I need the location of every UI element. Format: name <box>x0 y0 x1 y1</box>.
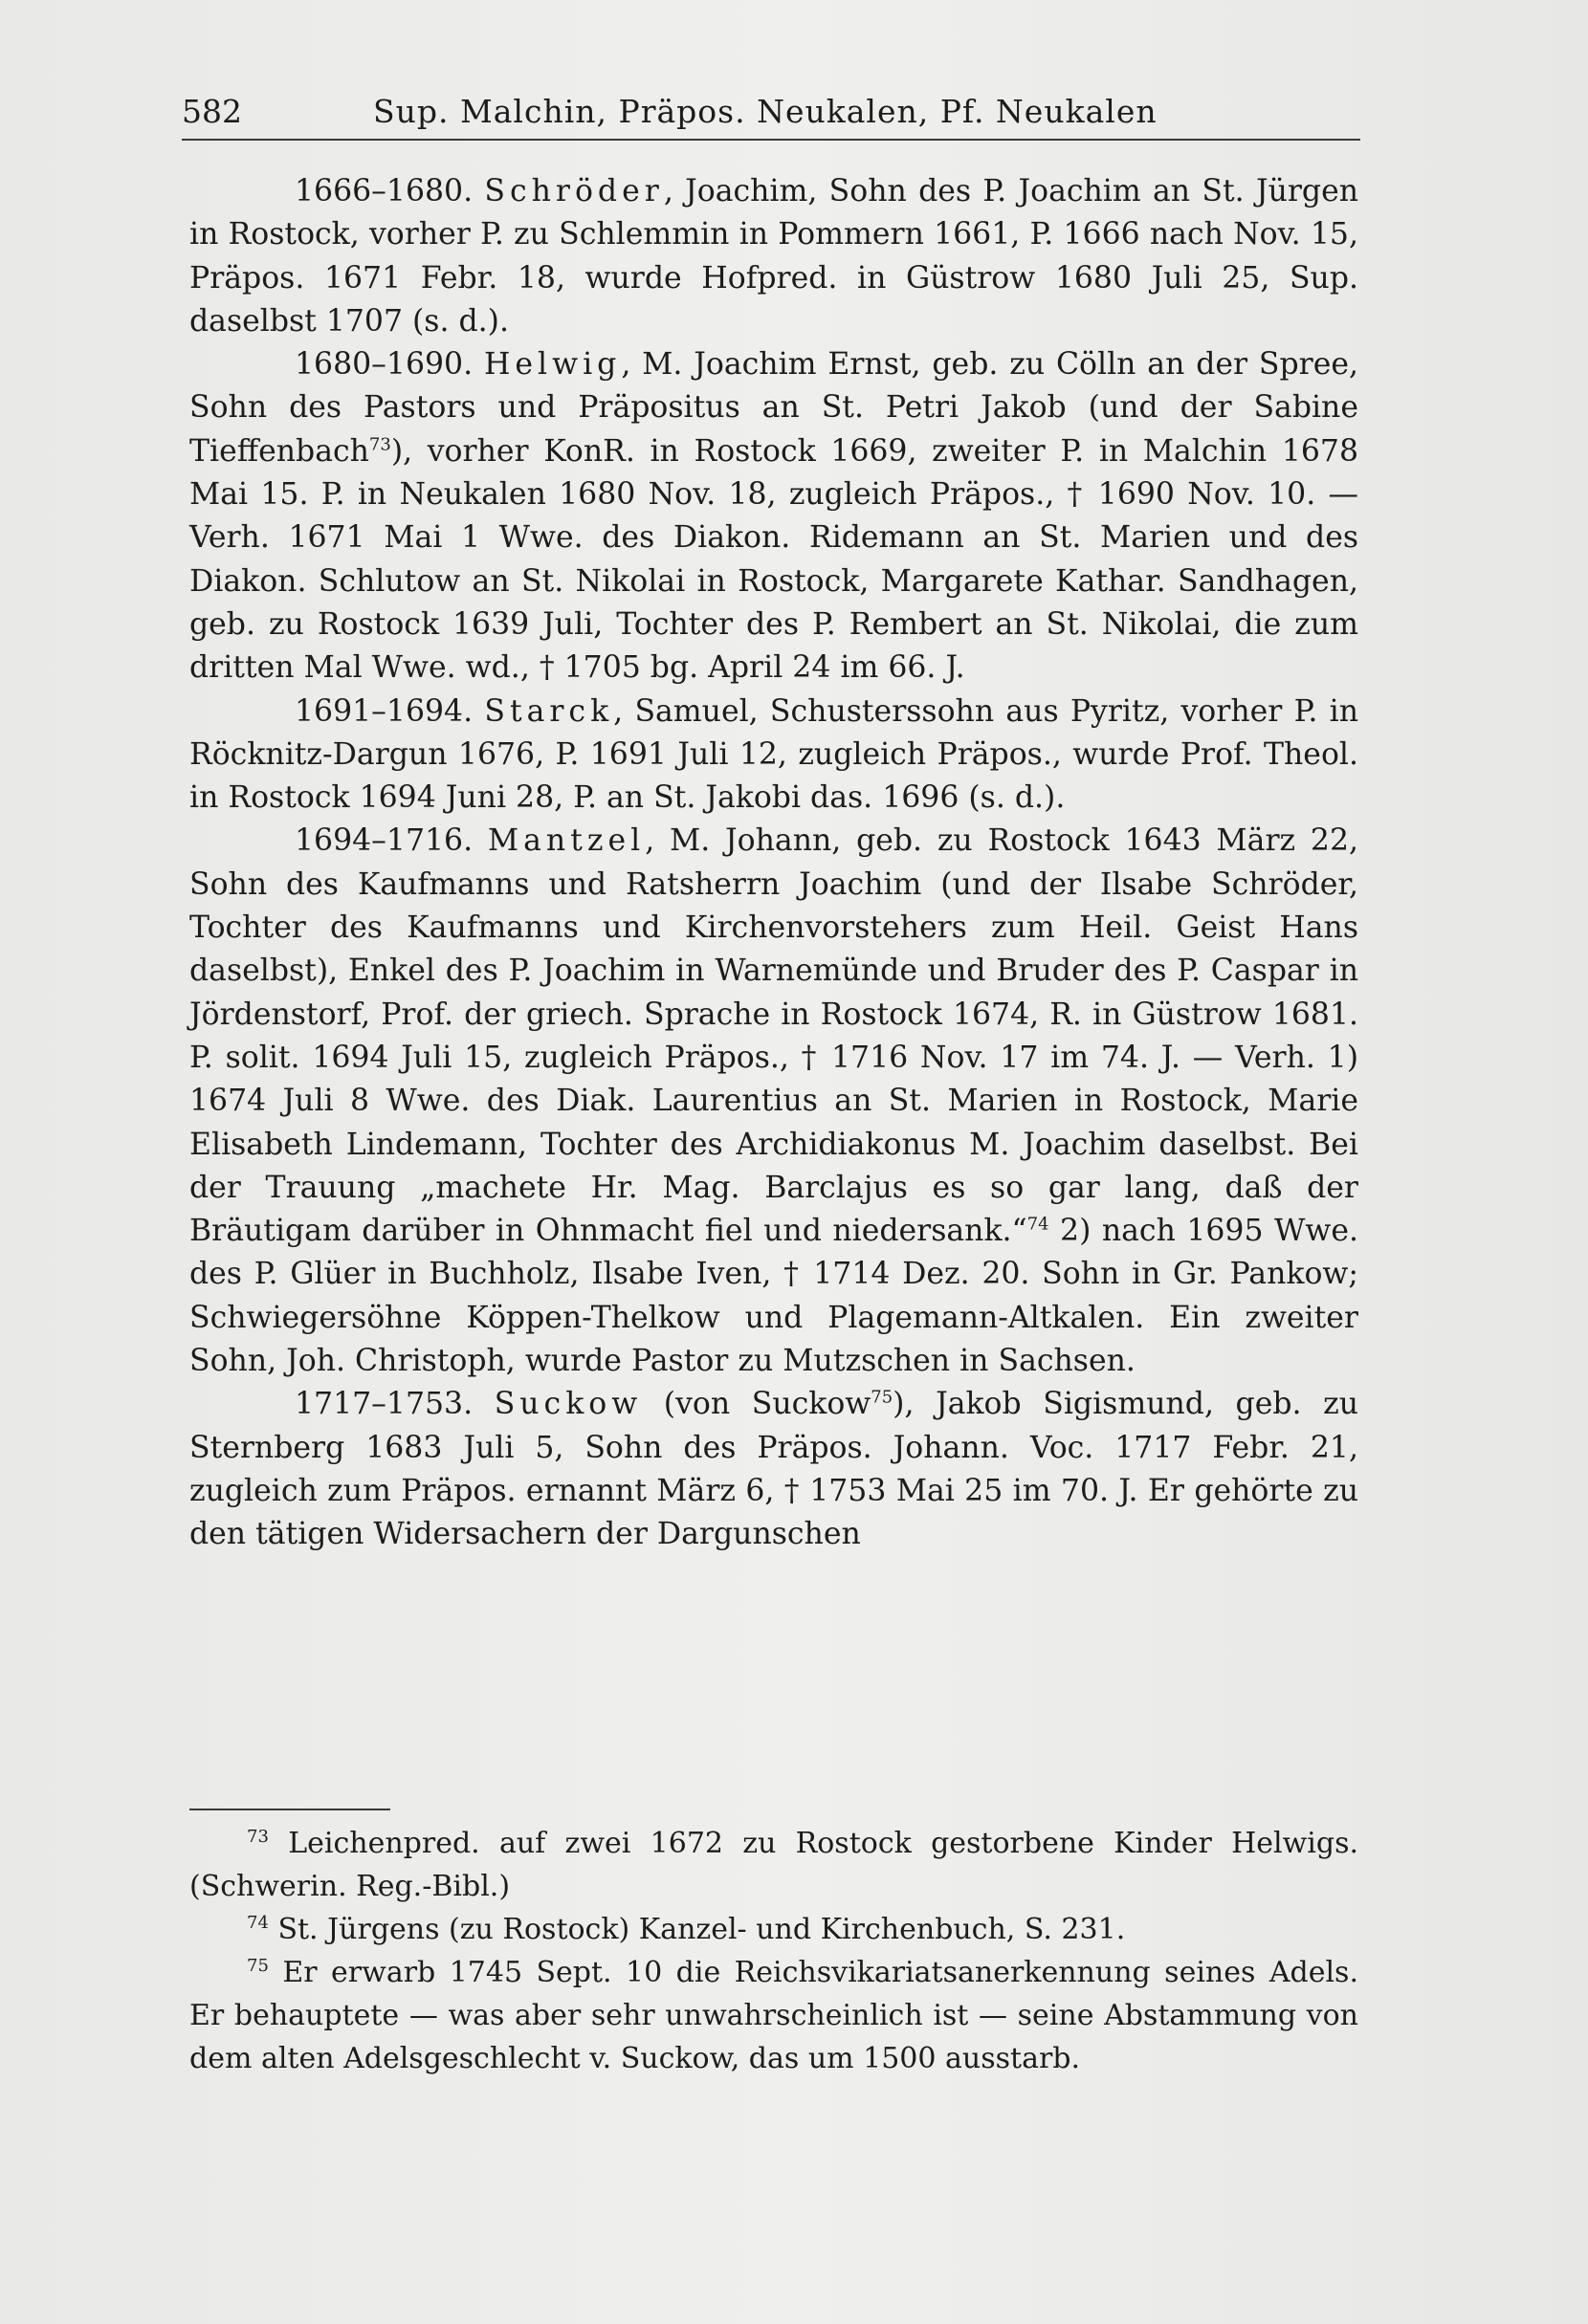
entry-text: , Samuel, Schusterssohn aus Pyritz, vorher P. in Röcknitz-Dargun 1676, P. 1691 Juli 12, zugleich Präpos., wurde Prof. Theol. in Rostock 1694 Juni 28, P. an St. Jakobi das. 1696 (s. d.). <box>189 693 1359 816</box>
entry-text: (von Suckow <box>642 1387 871 1422</box>
footnote-rule <box>189 1809 390 1810</box>
footnote-74 <box>189 1908 1358 1951</box>
entry-mantzel <box>189 820 1358 1383</box>
entry-text-continued: 2) nach 1695 Wwe. des P. Glüer in Buchholz, Ilsabe Iven, † 1714 Dez. 20. Sohn in Gr. Pankow; Schwiegersöhne Köppen-Thelkow und Plagemann-Altkalen. Ein zweiter Sohn, Joh. Christoph, wurde Pastor zu Mutzschen in Sachsen. <box>189 1214 1358 1379</box>
footnote-75 <box>189 1951 1358 2080</box>
entry-text: , M. Johann, geb. zu Rostock 1643 März 22, Sohn des Kaufmanns und Ratsherrn Joachim (und der Ilsabe Schröder, Tochter des Kaufmanns und Kirchenvorstehers zum Heil. Geist Hans daselbst), Enkel des P. Joachim in Warnemünde und Bruder des P. Caspar in Jördenstorf, Prof. der griech. Sprache in Rostock 1674, R. in Güstrow 1681. P. solit. 1694 Juli 15, zugleich Präpos., † 1716 Nov. 17 im 74. J. — Verh. 1) 1674 Juli 8 Wwe. des Diak. Laurentius an St. Marien in Rostock, Marie Elisabeth Lindemann, Tochter des Archidiakonus M. Joachim daselbst. Bei der Trauung „machete Hr. Mag. Barclajus es so gar lang, daß der Bräutigam darüber in Ohnmacht fiel und niedersank.“ <box>189 823 1358 1249</box>
footnotes <box>189 1822 1358 2080</box>
entry-text-continued: ), vorher KonR. in Rostock 1669, zweiter P. in Malchin 1678 Mai 15. P. in Neukalen 1680 Nov. 18, zugleich Präpos., † 1690 Nov. 10. — Verh. 1671 Mai 1 Wwe. des Diakon. Ridemann an St. Marien und des Diakon. Schlutow an St. Nikolai in Rostock, Margarete Kathar. Sandhagen, geb. zu Rostock 1639 Juli, Tochter des P. Rembert an St. Nikolai, die zum dritten Mal Wwe. wd., † 1705 bg. April 24 im 66. J. <box>189 433 1358 686</box>
entry-years: 1666–1680. <box>295 174 474 208</box>
entry-years: 1717–1753. <box>295 1387 474 1422</box>
page-number: 582 <box>182 93 242 130</box>
entry-surname: Mantzel <box>487 823 646 859</box>
entry-surname: Starck <box>484 693 614 729</box>
entry-starck <box>189 691 1358 821</box>
entry-text-continued: ), Jakob Sigismund, geb. zu Sternberg 1683 Juli 5, Sohn des Präpos. Johann. Voc. 1717 Febr. 21, zugleich zum Präpos. ernannt März 6, † 1753 Mai 25 im 70. J. Er gehörte zu den tätigen Widersachern der Dargunschen <box>189 1387 1358 1552</box>
footnote-marker: 75 <box>247 1956 269 1976</box>
entry-years: 1680–1690. <box>295 347 474 383</box>
entry-helwig <box>189 343 1358 690</box>
footnote-marker: 73 <box>247 1827 269 1847</box>
entry-text: , M. Joachim Ernst, geb. zu Cölln an der Spree, Sohn des Pastors und Präpositus an St. Petri Jakob (und der Sabine Tieffenbach <box>189 347 1358 469</box>
entry-years: 1691–1694. <box>295 693 474 729</box>
entry-surname: Schröder <box>484 174 664 208</box>
footnote-73 <box>189 1822 1358 1908</box>
footnote-marker: 74 <box>247 1913 269 1933</box>
footnote-reference[interactable]: 74 <box>1026 1214 1049 1235</box>
page-header <box>182 88 1311 136</box>
footnote-reference[interactable]: 73 <box>368 434 391 455</box>
entry-text: , Joachim, Sohn des P. Joachim an St. Jürgen in Rostock, vorher P. zu Schlemmin in Pommern 1661, P. 1666 nach Nov. 15, Präpos. 1671 Febr. 18, wurde Hofpred. in Güstrow 1680 Juli 25, Sup. daselbst 1707 (s. d.). <box>189 174 1359 339</box>
header-rule <box>182 139 1360 141</box>
entry-schroeder <box>189 170 1358 343</box>
entry-surname: Helwig <box>483 347 622 383</box>
main-text <box>189 170 1358 1557</box>
entry-suckow <box>189 1383 1358 1556</box>
footnote-text: Leichenpred. auf zwei 1672 zu Rostock gestorbene Kinder Helwigs. (Schwerin. Reg.-Bibl.) <box>189 1827 1358 1903</box>
running-head: Sup. Malchin, Präpos. Neukalen, Pf. Neukalen <box>373 93 1158 130</box>
entry-years: 1694–1716. <box>295 823 474 859</box>
footnote-text: Er erwarb 1745 Sept. 10 die Reichsvikariatsanerkennung seines Adels. Er behauptete — was aber sehr unwahrscheinlich ist — seine Abstammung von dem alten Adelsgeschlecht v. Suckow, das um 1500 ausstarb. <box>189 1956 1358 2075</box>
footnote-text: St. Jürgens (zu Rostock) Kanzel- und Kirchenbuch, S. 231. <box>277 1913 1126 1946</box>
footnote-reference[interactable]: 75 <box>871 1387 893 1408</box>
entry-surname: Suckow <box>494 1387 643 1422</box>
